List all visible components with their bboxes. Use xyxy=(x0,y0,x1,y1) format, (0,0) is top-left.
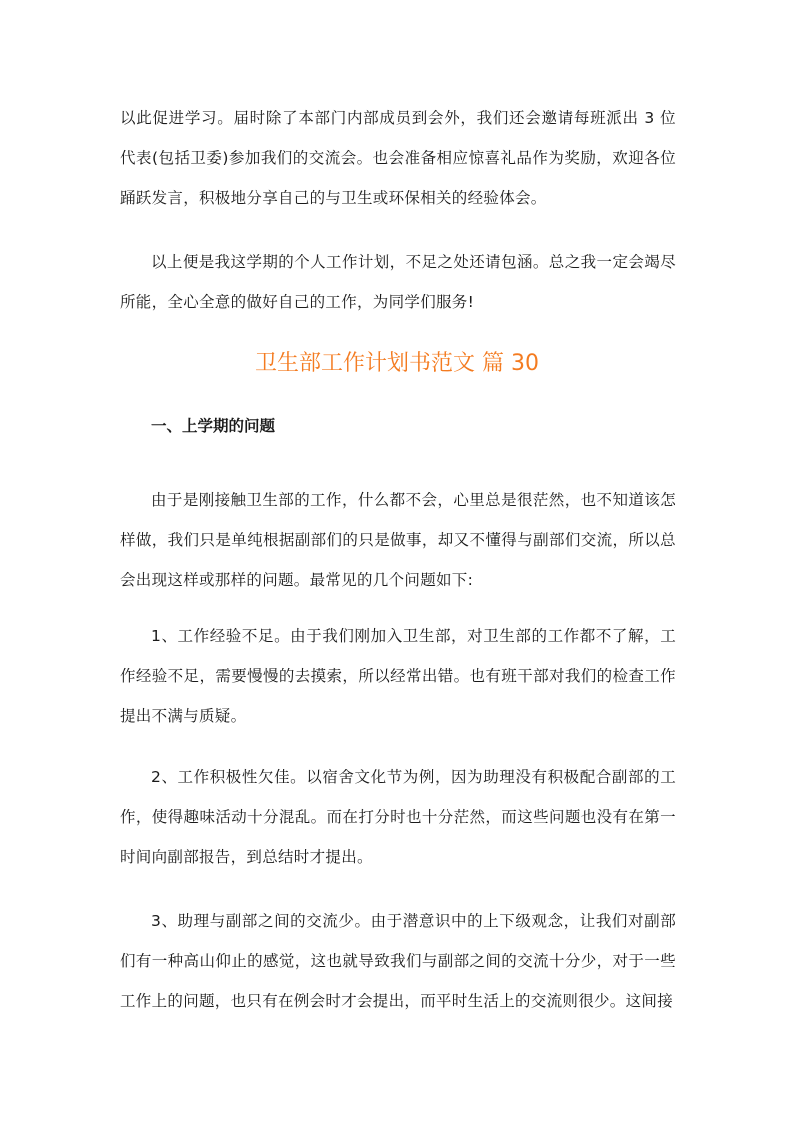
paragraph-problems-intro: 由于是刚接触卫生部的工作，什么都不会，心里总是很茫然，也不知道该怎样做，我们只是单纯根据副部们的只是做事，却又不懂得与副部们交流，所以总会出现这样或那样的问题。最常见的几个问题如下: xyxy=(120,491,676,589)
paragraph-exchange-meeting: 以此促进学习。届时除了本部门内部成员到会外，我们还会邀请每班派出 3 位代表(包括卫委)参加我们的交流会。也会准备相应惊喜礼品作为奖励，欢迎各位踊跃发言，积极地分享自己的与卫生或环保相关的经验体会。 xyxy=(120,109,676,207)
paragraph-problem-3: 3、助理与副部之间的交流少。由于潜意识中的上下级观念，让我们对副部们有一种高山仰止的感觉，这也就导致我们与副部之间的交流十分少，对于一些工作上的问题，也只有在例会时才会提出，而平时生活上的交流则很少。这间接 xyxy=(120,912,676,1010)
paragraph-problem-2: 2、工作积极性欠佳。以宿舍文化节为例，因为助理没有积极配合副部的工作，使得趣味活动十分混乱。而在打分时也十分茫然，而这些问题也没有在第一时间向副部报告，到总结时才提出。 xyxy=(120,768,676,866)
paragraph-problem-1: 1、工作经验不足。由于我们刚加入卫生部，对卫生部的工作都不了解，工作经验不足，需要慢慢的去摸索，所以经常出错。也有班干部对我们的检查工作提出不满与质疑。 xyxy=(120,627,676,725)
section-heading-problems: 一、上学期的问题 xyxy=(151,417,276,435)
paragraph-conclusion: 以上便是我这学期的个人工作计划，不足之处还请包涵。总之我一定会竭尽所能，全心全意的做好自己的工作，为同学们服务! xyxy=(120,253,676,311)
section-title: 卫生部工作计划书范文 篇 30 xyxy=(255,351,539,376)
